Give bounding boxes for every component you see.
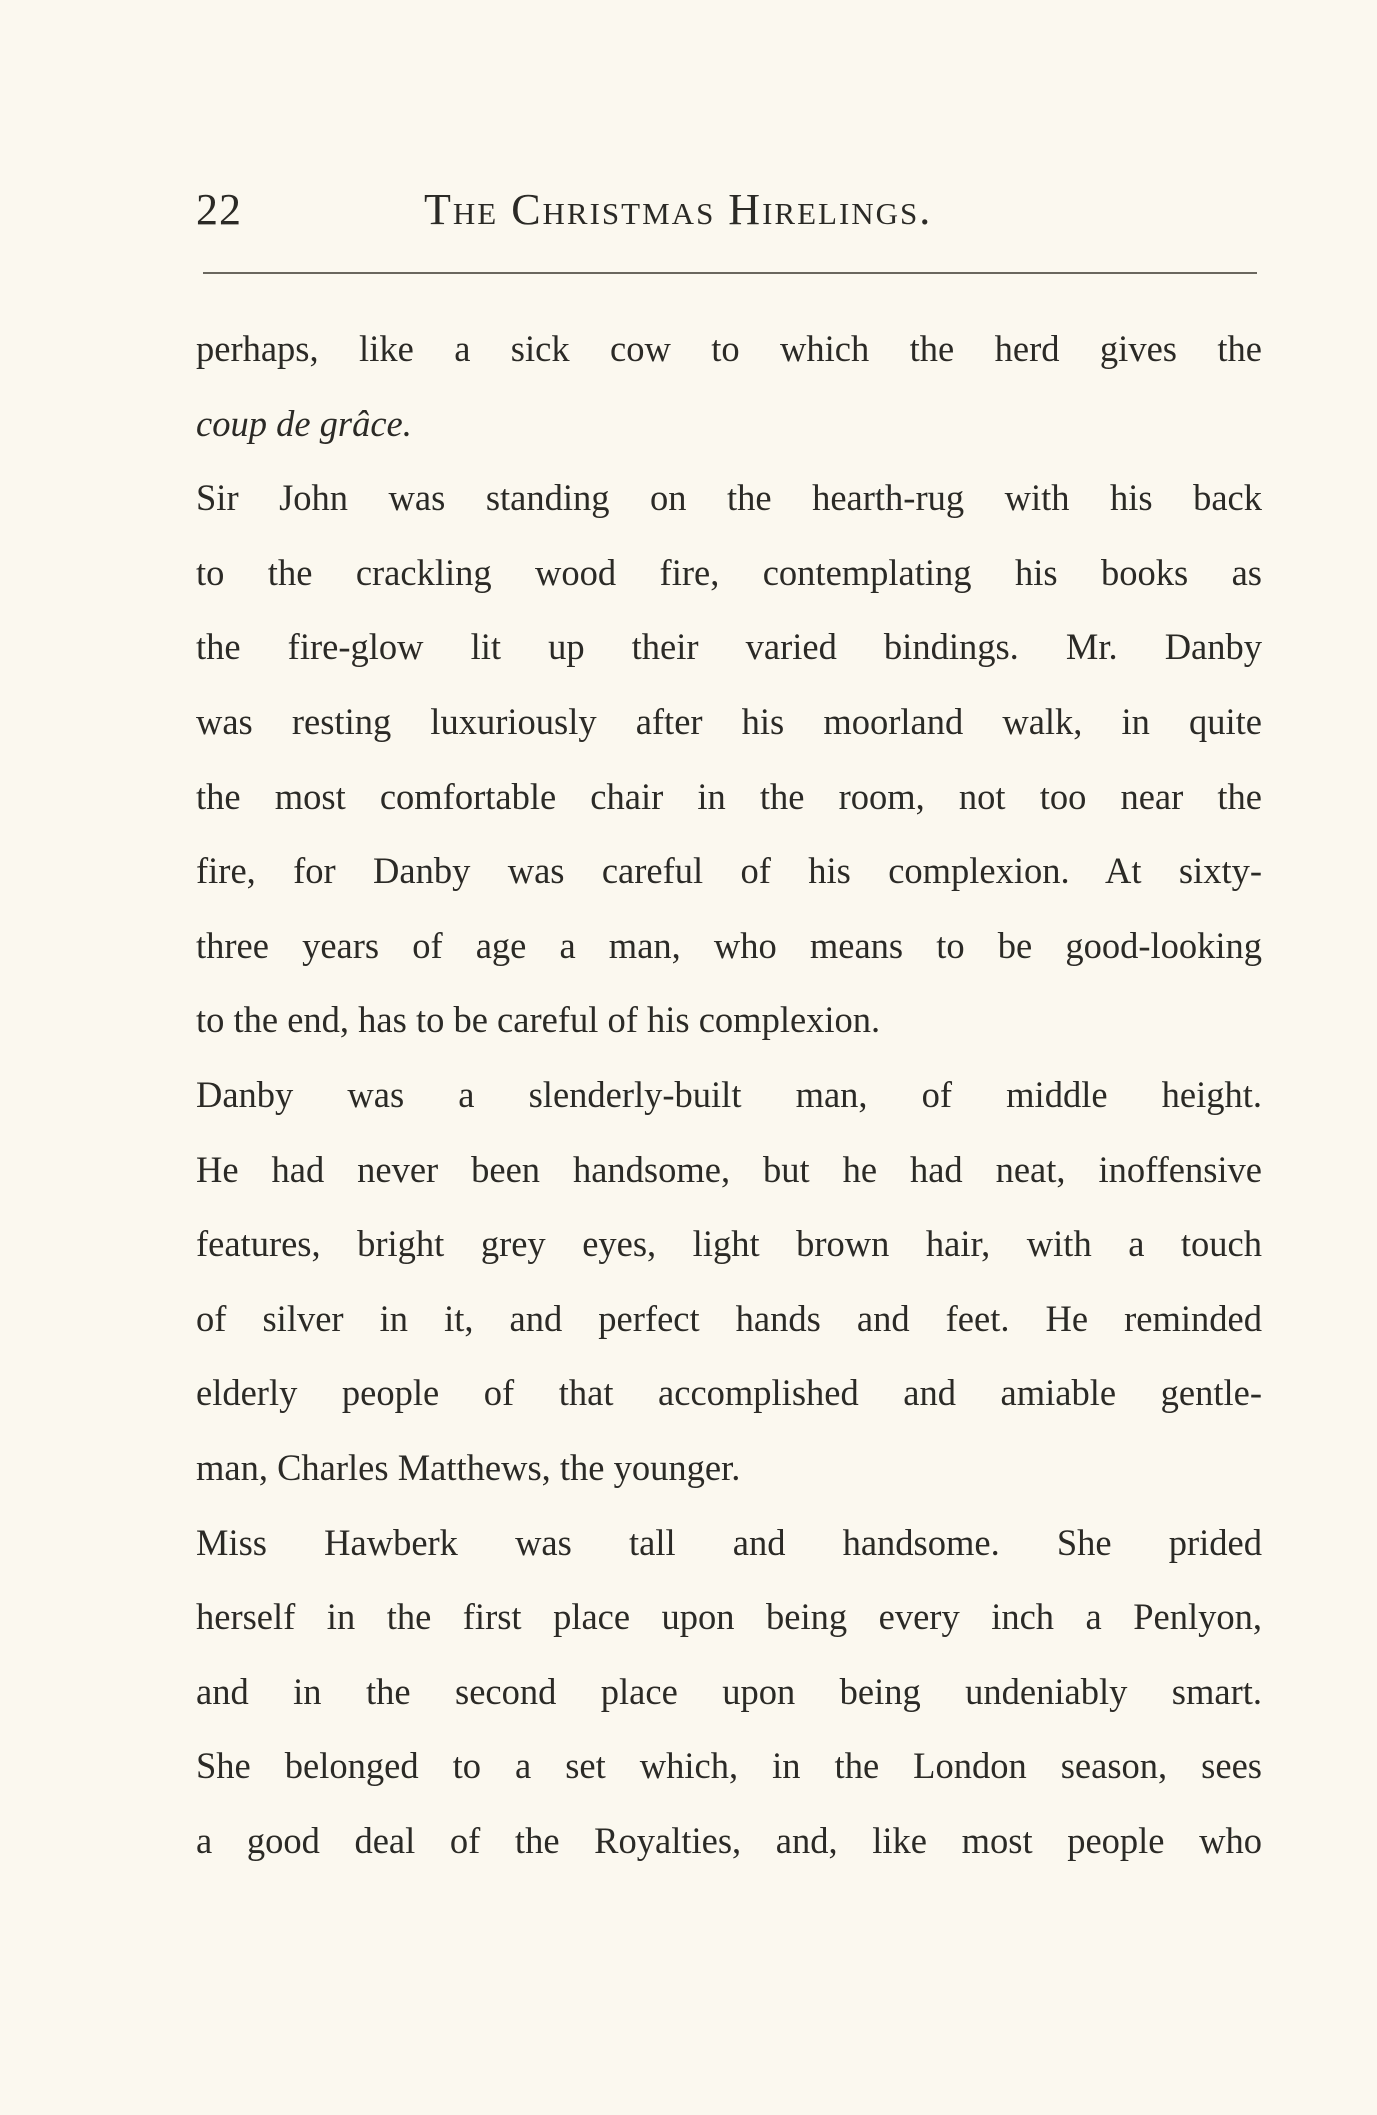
text-line: He had never been handsome, but he had neat, inoffensive [196,1148,1262,1190]
text-line: to the end, has to be careful of his complexion. [196,999,881,1041]
page-number: 22 [196,185,242,234]
body-text [196,312,1262,1878]
text-line: Miss Hawberk was tall and handsome. She prided [196,1521,1262,1563]
text-line: Danby was a slenderly-built man, of middle height. [196,1073,1262,1115]
running-title: The Christmas Hirelings. [424,185,933,234]
text-line: the most comfortable chair in the room, not too near the [196,775,1262,817]
text-line: features, bright grey eyes, light brown hair, with a touch [196,1223,1262,1265]
text-line: the fire-glow lit up their varied bindings. Mr. Danby [196,626,1262,668]
text-line: coup de grâce. [196,402,412,444]
text-line: man, Charles Matthews, the younger. [196,1446,741,1488]
text-line: and in the second place upon being undeniably smart. [196,1670,1262,1712]
page-header [196,184,1259,244]
text-line: perhaps, like a sick cow to which the herd gives the [196,328,1262,369]
text-line: elderly people of that accomplished and amiable gentle- [196,1372,1262,1414]
text-line: She belonged to a set which, in the London season, sees [196,1745,1262,1787]
text-line: to the crackling wood fire, contemplating his books as [196,551,1262,593]
header-rule [203,272,1257,274]
text-line: Sir John was standing on the hearth-rug with his back [196,477,1262,519]
text-line: of silver in it, and perfect hands and feet. He reminded [196,1297,1262,1339]
text-line: was resting luxuriously after his moorland walk, in quite [196,700,1262,742]
text-line: three years of age a man, who means to be good-looking [196,924,1262,966]
text-line: fire, for Danby was careful of his complexion. At sixty- [196,850,1262,892]
text-line: herself in the first place upon being every inch a Penlyon, [196,1596,1262,1638]
text-line: a good deal of the Royalties, and, like most people who [196,1819,1262,1861]
